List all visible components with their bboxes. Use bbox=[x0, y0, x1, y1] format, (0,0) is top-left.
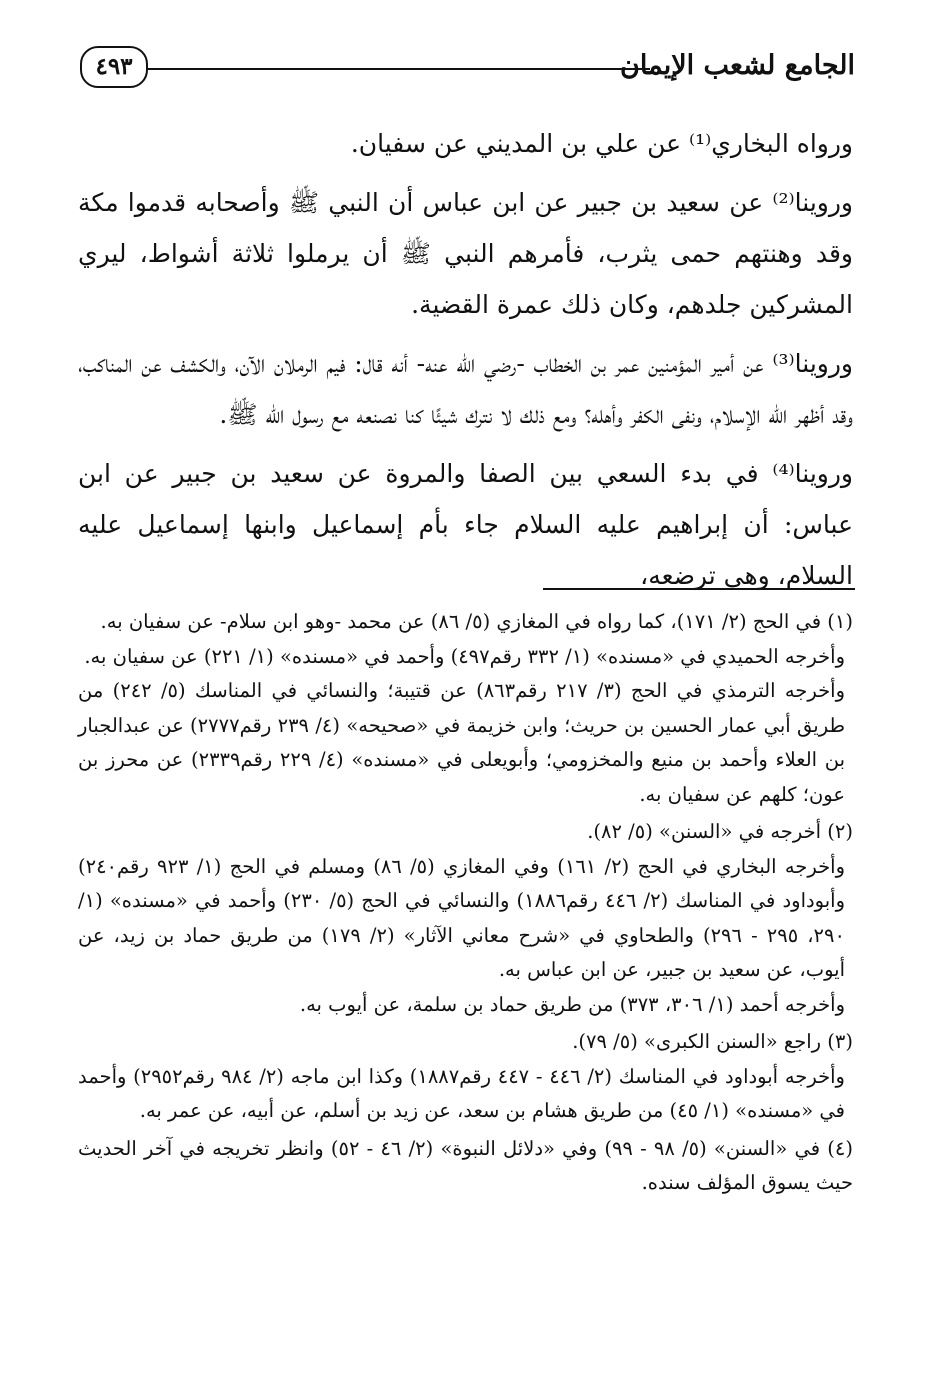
footnote-separator bbox=[543, 588, 855, 590]
footnote-1: (١) في الحج (٢/ ١٧١)، كما رواه في المغازي (٥/ ٨٦) عن محمد -وهو ابن سلام- عن سفيان به. bbox=[100, 610, 853, 633]
header-rule bbox=[146, 68, 650, 70]
page-number: ٤٩٣ bbox=[80, 46, 148, 88]
paragraph-1: ورواه البخاري⁽¹⁾ عن علي بن المديني عن سفيان. bbox=[350, 129, 853, 158]
footnote-1-continuation: وأخرجه الترمذي في الحج (٣/ ٢١٧ رقم٨٦٣) عن قتيبة؛ والنسائي في المناسك (٥/ ٢٤٢) من طريق أبي عمار الحسين بن حريث؛ وابن خزيمة في «صحيحه» (٤/ ٢٣٩ رقم٢٧٧٧) عن عبدالجبار بن العلاء وأحمد بن منيع والمخزومي؛ وأبويعلى في «مسنده» (٤/ ٢٢٩ رقم٢٣٣٩) عن محرز بن عون؛ كلهم عن سفيان به. bbox=[78, 679, 845, 806]
paragraph-3: وروينا⁽³⁾ عن أمير المؤمنين عمر بن الخطاب -رضي الله عنه- أنه قال: فيم الرملان الآن، والكشف عن المناكب، وقد أظهر الله الإسلام، ونفى الكفر وأهله؟ ومع ذلك لا نترك شيئًا كنا نصنعه مع رسول الله ﷺ. bbox=[78, 349, 853, 429]
footnote-1-continuation: وأخرجه الحميدي في «مسنده» (١/ ٣٣٢ رقم٤٩٧) وأحمد في «مسنده» (١/ ٢٢١) عن سفيان به. bbox=[84, 644, 845, 668]
main-text bbox=[78, 118, 853, 609]
footnote-4: (٤) في «السنن» (٥/ ٩٨ - ٩٩) وفي «دلائل النبوة» (٢/ ٤٦ - ٥٢) وانظر تخريجه في آخر الحديث حيث يسوق المؤلف سنده. bbox=[78, 1136, 853, 1194]
running-header bbox=[80, 40, 855, 96]
paragraph-4: وروينا⁽⁴⁾ في بدء السعي بين الصفا والمروة عن سعيد بن جبير عن ابن عباس: أن إبراهيم عليه السلام جاء بأم إسماعيل وابنها إسماعيل عليه السلام، وهي ترضعه، bbox=[78, 459, 853, 590]
footnotes bbox=[78, 605, 853, 1201]
book-title: الجامع لشعب الإيمان bbox=[620, 50, 855, 81]
footnote-2-continuation: وأخرجه أحمد (١/ ٣٠٦، ٣٧٣) من طريق حماد بن سلمة، عن أيوب به. bbox=[299, 992, 845, 1016]
footnote-3: (٣) راجع «السنن الكبرى» (٥/ ٧٩). bbox=[572, 1030, 853, 1053]
footnote-3-continuation: وأخرجه أبوداود في المناسك (٢/ ٤٤٦ - ٤٤٧ رقم١٨٨٧) وكذا ابن ماجه (٢/ ٩٨٤ رقم٢٩٥٢) وأحمد في «مسنده» (١/ ٤٥) من طريق هشام بن سعد، عن زيد بن أسلم، عن أبيه، عن عمر به. bbox=[78, 1064, 845, 1122]
footnote-2-continuation: وأخرجه البخاري في الحج (٢/ ١٦١) وفي المغازي (٥/ ٨٦) ومسلم في الحج (١/ ٩٢٣ رقم٢٤٠) وأبوداود في المناسك (٢/ ٤٤٦ رقم١٨٨٦) والنسائي في الحج (٥/ ٢٣٠) وأحمد في «مسنده» (١/ ٢٩٠، ٢٩٥ - ٢٩٦) والطحاوي في «شرح معاني الآثار» (٢/ ١٧٩) من طريق حماد بن زيد، عن أيوب، عن سعيد بن جبير، عن ابن عباس به. bbox=[78, 854, 846, 981]
footnote-2: (٢) أخرجه في «السنن» (٥/ ٨٢). bbox=[587, 820, 853, 843]
paragraph-2: وروينا⁽²⁾ عن سعيد بن جبير عن ابن عباس أن النبي ﷺ وأصحابه قدموا مكة وقد وهنتهم حمى يثرب، فأمرهم النبي ﷺ أن يرملوا ثلاثة أشواط، ليري المشركين جلدهم، وكان ذلك عمرة القضية. bbox=[78, 188, 853, 319]
